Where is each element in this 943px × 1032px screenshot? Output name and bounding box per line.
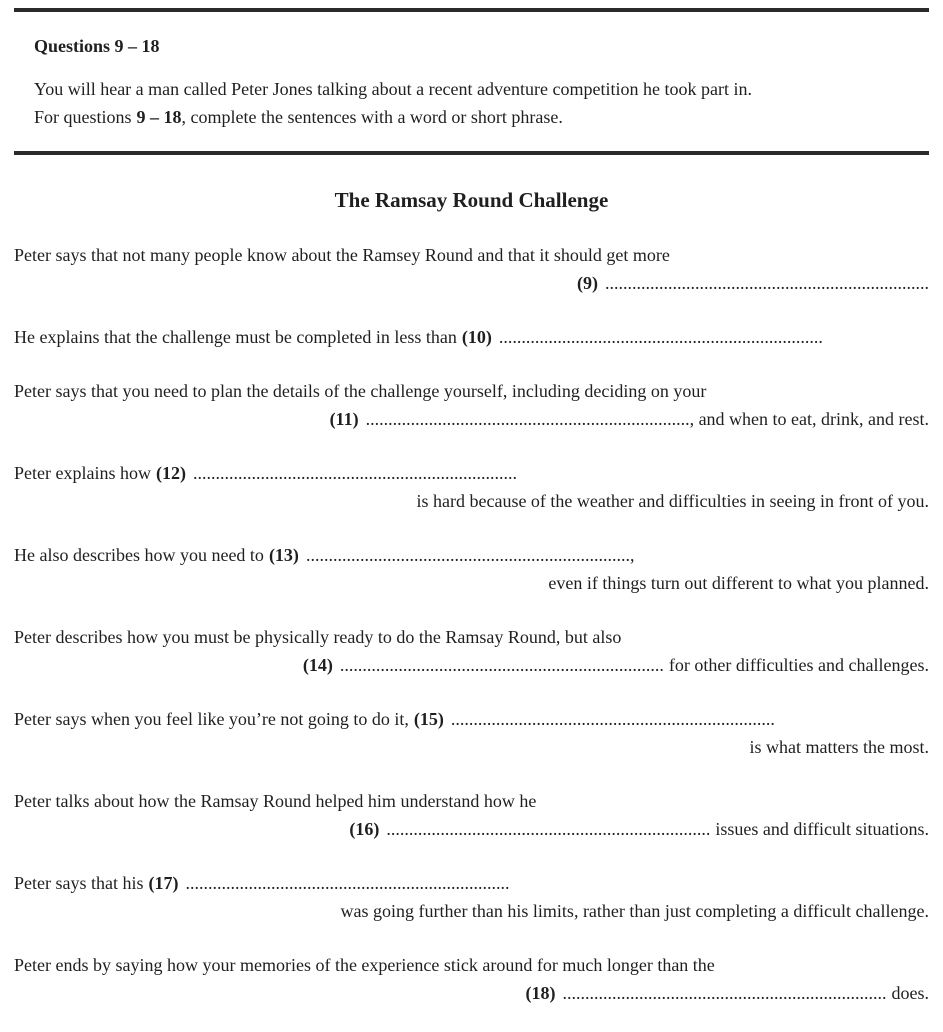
question-18-text: Peter ends by saying how your memories of the experience stick around for much longer than the [14, 955, 715, 975]
document-page [0, 8, 943, 1032]
instructions-line-2 [34, 103, 907, 131]
question-15 [14, 705, 929, 761]
question-12 [14, 459, 929, 515]
question-17-answer-blank: ........................................................................ [185, 873, 510, 893]
question-16-blank-line [14, 815, 929, 843]
question-13-after-text: , [629, 545, 635, 565]
question-17 [14, 869, 929, 925]
question-15-tail-text: is what matters the most. [749, 737, 929, 757]
question-16-number: (16) [349, 819, 380, 839]
question-10-answer-blank: ........................................................................ [498, 327, 823, 347]
instructions-line-1: You will hear a man called Peter Jones talking about a recent adventure competition he took part in. [34, 79, 752, 99]
question-13-number: (13) [268, 545, 299, 565]
question-17-blank-line [14, 869, 929, 897]
question-15-blank-line [14, 705, 929, 733]
question-16-answer-blank: ........................................................................ [386, 819, 711, 839]
question-13 [14, 541, 929, 597]
question-11-answer-blank: ........................................................................ [365, 409, 690, 429]
question-14-blank-line [14, 651, 929, 679]
question-11 [14, 377, 929, 433]
question-10 [14, 323, 929, 351]
question-13-blank-line [14, 541, 929, 569]
instructions [34, 75, 907, 131]
question-18-blank-line [14, 979, 929, 1007]
question-14-after-text: for other difficulties and challenges. [668, 655, 929, 675]
question-11-blank-line [14, 405, 929, 433]
question-14-text: Peter describes how you must be physically ready to do the Ramsay Round, but also [14, 627, 622, 647]
instructions-line-2-pre: For questions [34, 107, 132, 127]
question-12-tail-text: is hard because of the weather and difficulties in seeing in front of you. [416, 491, 929, 511]
question-10-number: (10) [461, 327, 492, 347]
question-16-text: Peter talks about how the Ramsay Round helped him understand how he [14, 791, 537, 811]
question-16 [14, 787, 929, 843]
question-16-after-text: issues and difficult situations. [715, 819, 929, 839]
question-15-text: Peter says when you feel like you’re not going to do it, [14, 709, 409, 729]
question-14 [14, 623, 929, 679]
question-17-tail-text: was going further than his limits, rather than just completing a difficult challenge. [340, 901, 929, 921]
question-15-answer-blank: ........................................................................ [450, 709, 775, 729]
question-13-answer-blank: ........................................................................ [305, 545, 630, 565]
question-18-answer-blank: ........................................................................ [562, 983, 887, 1003]
question-18 [14, 951, 929, 1007]
question-9-blank-line [14, 269, 929, 297]
questions-range-bold: 9 – 18 [136, 107, 182, 127]
question-9-text: Peter says that not many people know about the Ramsey Round and that it should get more [14, 245, 670, 265]
question-9-number: (9) [577, 273, 598, 293]
question-11-after-text: , and when to eat, drink, and rest. [689, 409, 929, 429]
questions-section [0, 241, 943, 1007]
question-12-answer-blank: ........................................................................ [192, 463, 517, 483]
header-divider [14, 151, 929, 155]
instructions-line-2-post: , complete the sentences with a word or short phrase. [181, 107, 563, 127]
question-17-number: (17) [148, 873, 179, 893]
question-17-text: Peter says that his [14, 873, 144, 893]
question-13-tail-text: even if things turn out different to what you planned. [548, 573, 929, 593]
question-12-number: (12) [155, 463, 186, 483]
question-12-text: Peter explains how [14, 463, 151, 483]
questions-range-heading: Questions 9 – 18 [34, 36, 160, 56]
question-14-answer-blank: ........................................................................ [339, 655, 664, 675]
question-12-blank-line [14, 459, 929, 487]
question-15-number: (15) [413, 709, 444, 729]
question-11-text: Peter says that you need to plan the details of the challenge yourself, including deciding on your [14, 381, 707, 401]
document-title: The Ramsay Round Challenge [334, 188, 609, 212]
question-10-blank-line [14, 323, 929, 351]
question-9-answer-blank: ........................................................................ [605, 273, 929, 293]
question-18-after-text: does. [891, 983, 929, 1003]
questions-header [0, 34, 943, 131]
question-9 [14, 241, 929, 297]
question-13-text: He also describes how you need to [14, 545, 264, 565]
question-18-number: (18) [525, 983, 556, 1003]
question-14-number: (14) [302, 655, 333, 675]
top-rule [14, 8, 929, 12]
question-11-number: (11) [329, 409, 359, 429]
question-10-text: He explains that the challenge must be completed in less than [14, 327, 457, 347]
